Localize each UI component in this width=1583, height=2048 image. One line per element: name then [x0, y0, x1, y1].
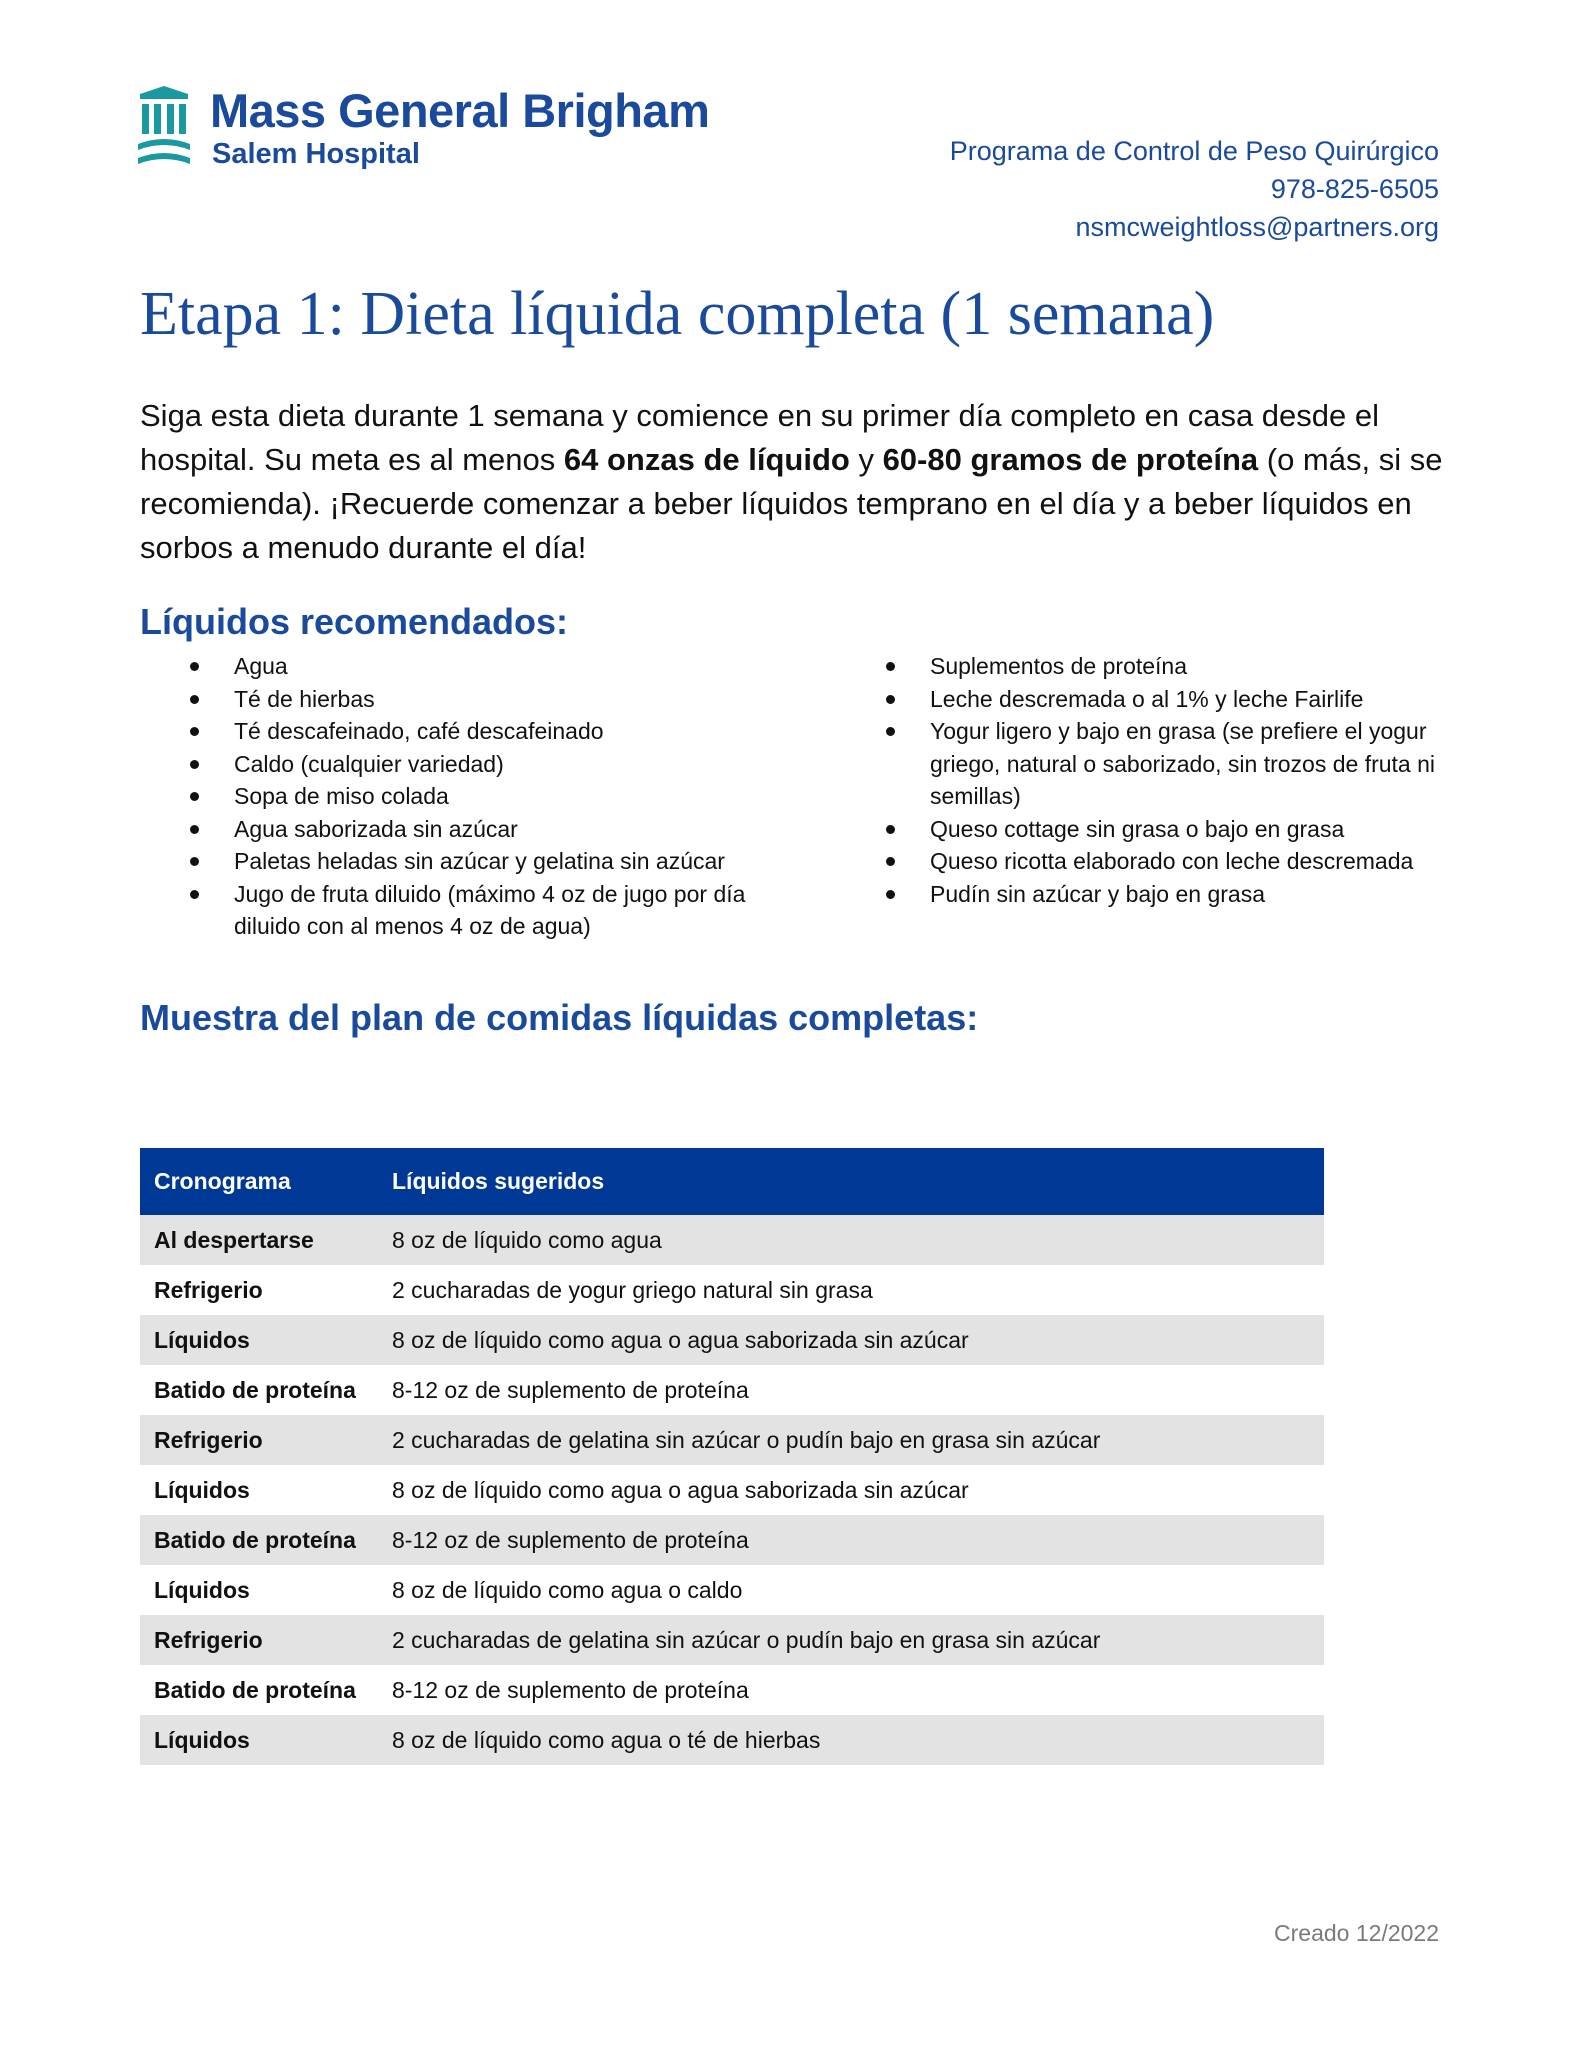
list-item: Sopa de miso colada — [190, 780, 750, 813]
list-item: Yogur ligero y bajo en grasa (se prefiere el yogur griego, natural o saborizado, sin trozos de fruta ni semillas) — [886, 715, 1446, 813]
list-item: Queso ricotta elaborado con leche descremada — [886, 845, 1446, 878]
table-row — [140, 1365, 1324, 1415]
hospital-columns-icon — [136, 84, 192, 168]
liquids-cell: 8 oz de líquido como agua — [378, 1215, 1324, 1265]
list-item: Agua — [190, 650, 750, 683]
program-name: Programa de Control de Peso Quirúrgico — [949, 136, 1439, 166]
meal-plan-table — [140, 1148, 1324, 1765]
schedule-cell: Refrigerio — [140, 1265, 378, 1315]
list-item: Jugo de fruta diluido (máximo 4 oz de jugo por día diluido con al menos 4 oz de agua) — [190, 878, 750, 943]
table-header-row — [140, 1148, 1324, 1215]
table-row — [140, 1565, 1324, 1615]
schedule-cell: Batido de proteína — [140, 1515, 378, 1565]
schedule-cell: Al despertarse — [140, 1215, 378, 1265]
intro-bold-protein: 60-80 gramos de proteína — [882, 442, 1259, 477]
list-item: Té de hierbas — [190, 683, 750, 716]
schedule-cell: Líquidos — [140, 1715, 378, 1765]
table-row — [140, 1215, 1324, 1265]
table-row — [140, 1465, 1324, 1515]
table-row — [140, 1715, 1324, 1765]
liquids-cell: 8 oz de líquido como agua o agua saborizada sin azúcar — [378, 1465, 1324, 1515]
liquids-cell: 2 cucharadas de gelatina sin azúcar o pudín bajo en grasa sin azúcar — [378, 1415, 1324, 1465]
liquids-cell: 2 cucharadas de yogur griego natural sin grasa — [378, 1265, 1324, 1315]
intro-text-2: y — [849, 442, 883, 477]
liquids-cell: 8-12 oz de suplemento de proteína — [378, 1515, 1324, 1565]
list-item: Leche descremada o al 1% y leche Fairlife — [886, 683, 1446, 716]
brand-name: Mass General Brigham — [210, 84, 710, 137]
recommended-heading: Líquidos recomendados: — [140, 601, 569, 642]
brand-subtitle: Salem Hospital — [212, 138, 420, 170]
schedule-cell: Líquidos — [140, 1465, 378, 1515]
liquids-cell: 8 oz de líquido como agua o agua saborizada sin azúcar — [378, 1315, 1324, 1365]
page-title: Etapa 1: Dieta líquida completa (1 semana) — [140, 280, 1215, 348]
list-item: Agua saborizada sin azúcar — [190, 813, 750, 846]
liquids-cell: 8 oz de líquido como agua o té de hierbas — [378, 1715, 1324, 1765]
table-row — [140, 1265, 1324, 1315]
column-header-liquids: Líquidos sugeridos — [378, 1148, 1324, 1215]
column-header-schedule: Cronograma — [140, 1148, 378, 1215]
brand-logo — [136, 84, 709, 168]
liquids-cell: 2 cucharadas de gelatina sin azúcar o pudín bajo en grasa sin azúcar — [378, 1615, 1324, 1665]
phone-number: 978-825-6505 — [1270, 174, 1439, 204]
contact-block — [950, 132, 1439, 246]
intro-bold-liquid: 64 onzas de líquido — [563, 442, 850, 477]
list-item: Queso cottage sin grasa o bajo en grasa — [886, 813, 1446, 846]
schedule-cell: Líquidos — [140, 1315, 378, 1365]
list-item: Paletas heladas sin azúcar y gelatina sin azúcar — [190, 845, 750, 878]
recommended-list-left — [190, 650, 750, 943]
intro-text-3: (o más, si se recomienda). ¡Recuerde comenzar a beber líquidos temprano en el día y a beber líquidos en sorbos a menudo durante el día! — [140, 442, 1443, 565]
liquids-cell: 8 oz de líquido como agua o caldo — [378, 1565, 1324, 1615]
schedule-cell: Refrigerio — [140, 1615, 378, 1665]
table-row — [140, 1665, 1324, 1715]
table-row — [140, 1415, 1324, 1465]
intro-paragraph — [140, 394, 1450, 570]
intro-text-1: Siga esta dieta durante 1 semana y comience en su primer día completo en casa desde el hospital. Su meta es al menos — [140, 398, 1380, 477]
list-item: Pudín sin azúcar y bajo en grasa — [886, 878, 1446, 911]
list-item: Té descafeinado, café descafeinado — [190, 715, 750, 748]
schedule-cell: Refrigerio — [140, 1415, 378, 1465]
recommended-list-right — [886, 650, 1446, 910]
table-row — [140, 1615, 1324, 1665]
schedule-cell: Líquidos — [140, 1565, 378, 1615]
table-row — [140, 1315, 1324, 1365]
schedule-cell: Batido de proteína — [140, 1365, 378, 1415]
schedule-cell: Batido de proteína — [140, 1665, 378, 1715]
table-row — [140, 1515, 1324, 1565]
liquids-cell: 8-12 oz de suplemento de proteína — [378, 1665, 1324, 1715]
email-address: nsmcweightloss@partners.org — [1075, 212, 1439, 242]
meal-plan-heading: Muestra del plan de comidas líquidas completas: — [140, 997, 979, 1038]
liquids-cell: 8-12 oz de suplemento de proteína — [378, 1365, 1324, 1415]
list-item: Caldo (cualquier variedad) — [190, 748, 750, 781]
created-date: Creado 12/2022 — [1274, 1920, 1439, 1946]
list-item: Suplementos de proteína — [886, 650, 1446, 683]
